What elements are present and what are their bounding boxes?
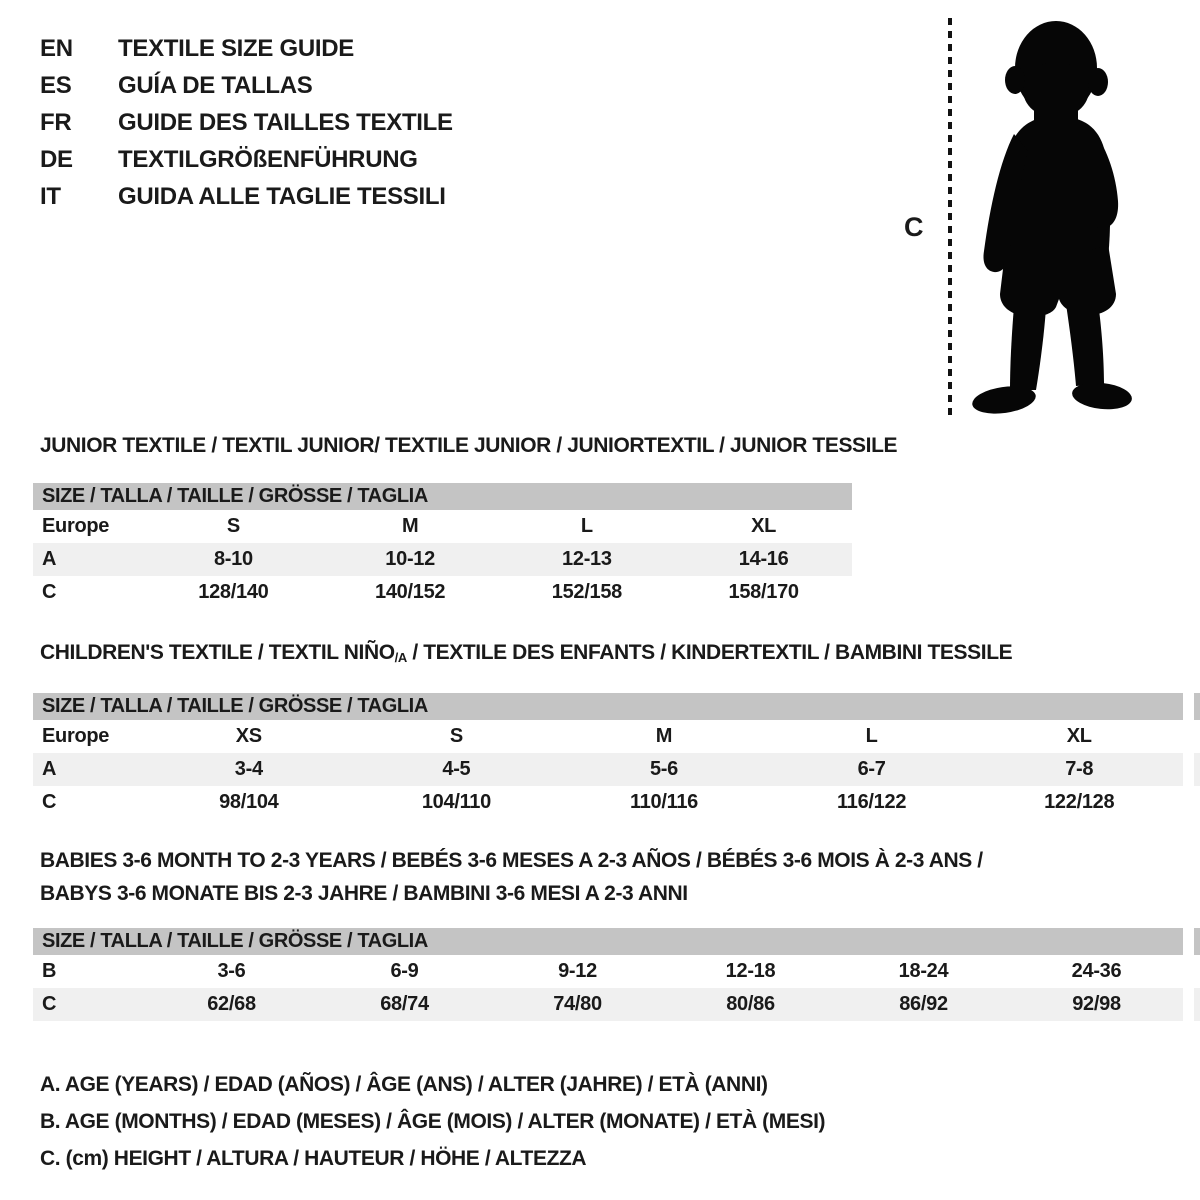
row-label: A: [42, 548, 57, 570]
height-cell: 122/128: [1044, 791, 1115, 813]
table-row: [33, 720, 1183, 753]
age-cell: 9-12: [558, 960, 597, 982]
height-cell: 98/104: [219, 791, 279, 813]
children-heading-post: / TEXTILE DES ENFANTS / KINDERTEXTIL / BAMBINI TESSILE: [406, 641, 1013, 664]
lang-row-it: [40, 178, 453, 215]
lang-row-fr: [40, 104, 453, 141]
lang-row-es: [40, 67, 453, 104]
age-cell: 8-10: [213, 548, 253, 570]
toddler-silhouette-image: [962, 16, 1142, 418]
lang-code-es: ES: [40, 71, 72, 99]
height-cell: 128/140: [198, 581, 269, 603]
babies-size-table: [33, 928, 1183, 1021]
language-title-block: [40, 30, 453, 215]
row-label: C: [42, 993, 57, 1015]
lang-code-en: EN: [40, 34, 73, 62]
lang-code-fr: FR: [40, 108, 72, 136]
size-cell: XL: [751, 515, 777, 537]
table-row: [33, 753, 1183, 786]
age-cell: 14-16: [738, 548, 789, 570]
height-cell: 86/92: [899, 993, 948, 1015]
size-cell: M: [401, 515, 419, 537]
children-size-table: [33, 693, 1183, 819]
height-cell: 74/80: [553, 993, 602, 1015]
row-label: A: [42, 758, 57, 780]
lang-row-en: [40, 30, 453, 67]
height-cell: 104/110: [421, 791, 491, 813]
table-row: [33, 576, 852, 609]
legend-line-b: B. AGE (MONTHS) / EDAD (MESES) / ÂGE (MOIS) / ALTER (MONATE) / ETÀ (MESI): [40, 1109, 826, 1133]
height-cell: 92/98: [1072, 993, 1121, 1015]
junior-size-header-bar: SIZE / TALLA / TAILLE / GRÖSSE / TAGLIA: [33, 483, 852, 510]
age-cell: 24-36: [1071, 960, 1122, 982]
row-label: C: [42, 581, 57, 603]
age-cell: 7-8: [1065, 758, 1094, 780]
size-cell: L: [865, 725, 878, 747]
size-cell: L: [580, 515, 593, 537]
legend-line-a: A. AGE (YEARS) / EDAD (AÑOS) / ÂGE (ANS) / ALTER (JAHRE) / ETÀ (ANNI): [40, 1072, 768, 1096]
age-cell: 3-6: [217, 960, 246, 982]
lang-code-de: DE: [40, 145, 73, 173]
height-cell: 152/158: [551, 581, 622, 603]
babies-section-heading-line1: BABIES 3-6 MONTH TO 2-3 YEARS / BEBÉS 3-6 MESES A 2-3 AÑOS / BÉBÉS 3-6 MOIS À 2-3 ANS /: [40, 849, 983, 872]
row-label: C: [42, 791, 57, 813]
age-cell: 3-4: [234, 758, 263, 780]
height-cell: 110/116: [629, 791, 698, 813]
lang-code-it: IT: [40, 182, 61, 210]
age-cell: 4-5: [442, 758, 471, 780]
table-edge-remnant: [1194, 928, 1200, 955]
children-heading-subscript: /A: [394, 649, 407, 665]
babies-size-header-bar: SIZE / TALLA / TAILLE / GRÖSSE / TAGLIA: [33, 928, 1183, 955]
table-row: [33, 988, 1183, 1021]
row-label: Europe: [42, 515, 110, 537]
children-heading-pre: CHILDREN'S TEXTILE / TEXTIL NIÑO: [40, 641, 395, 664]
row-label: Europe: [42, 725, 110, 747]
junior-section-heading: JUNIOR TEXTILE / TEXTIL JUNIOR/ TEXTILE JUNIOR / JUNIORTEXTIL / JUNIOR TESSILE: [40, 434, 898, 457]
junior-size-table: [33, 483, 852, 609]
age-cell: 5-6: [649, 758, 678, 780]
table-row: [33, 510, 852, 543]
age-cell: 12-18: [725, 960, 776, 982]
age-cell: 10-12: [385, 548, 435, 570]
table-edge-remnant: [1194, 753, 1200, 786]
age-cell: 18-24: [898, 960, 949, 982]
height-cell: 116/122: [837, 791, 907, 813]
lang-title-en: TEXTILE SIZE GUIDE: [118, 34, 354, 62]
size-cell: S: [226, 515, 240, 537]
lang-row-de: [40, 141, 453, 178]
height-cell: 62/68: [207, 993, 256, 1015]
height-measure-dashed-line: [948, 18, 952, 416]
table-edge-remnant: [1194, 988, 1200, 1021]
legend-block: [40, 1066, 825, 1177]
size-cell: XL: [1066, 725, 1092, 747]
age-cell: 6-9: [390, 960, 419, 982]
table-row: [33, 955, 1183, 988]
lang-title-es: GUÍA DE TALLAS: [118, 71, 313, 99]
table-row: [33, 543, 852, 576]
lang-title-fr: GUIDE DES TAILLES TEXTILE: [118, 108, 453, 136]
table-edge-remnant: [1194, 693, 1200, 720]
size-cell: XS: [235, 725, 262, 747]
age-cell: 12-13: [562, 548, 612, 570]
table-row: [33, 786, 1183, 819]
age-cell: 6-7: [857, 758, 886, 780]
lang-title-it: GUIDA ALLE TAGLIE TESSILI: [118, 182, 446, 210]
height-cell: 68/74: [380, 993, 429, 1015]
legend-line-c: C. (cm) HEIGHT / ALTURA / HAUTEUR / HÖHE / ALTEZZA: [40, 1146, 587, 1170]
size-cell: S: [449, 725, 463, 747]
height-measure-label: C: [904, 212, 924, 242]
height-cell: 140/152: [375, 581, 446, 603]
row-label: B: [42, 960, 57, 982]
children-size-header-bar: SIZE / TALLA / TAILLE / GRÖSSE / TAGLIA: [33, 693, 1183, 720]
height-cell: 80/86: [726, 993, 775, 1015]
lang-title-de: TEXTILGRÖßENFÜHRUNG: [118, 145, 418, 173]
children-section-heading: [40, 641, 1012, 665]
height-cell: 158/170: [728, 581, 799, 603]
size-cell: M: [655, 725, 673, 747]
babies-section-heading-line2: BABYS 3-6 MONATE BIS 2-3 JAHRE / BAMBINI 3-6 MESI A 2-3 ANNI: [40, 882, 688, 905]
